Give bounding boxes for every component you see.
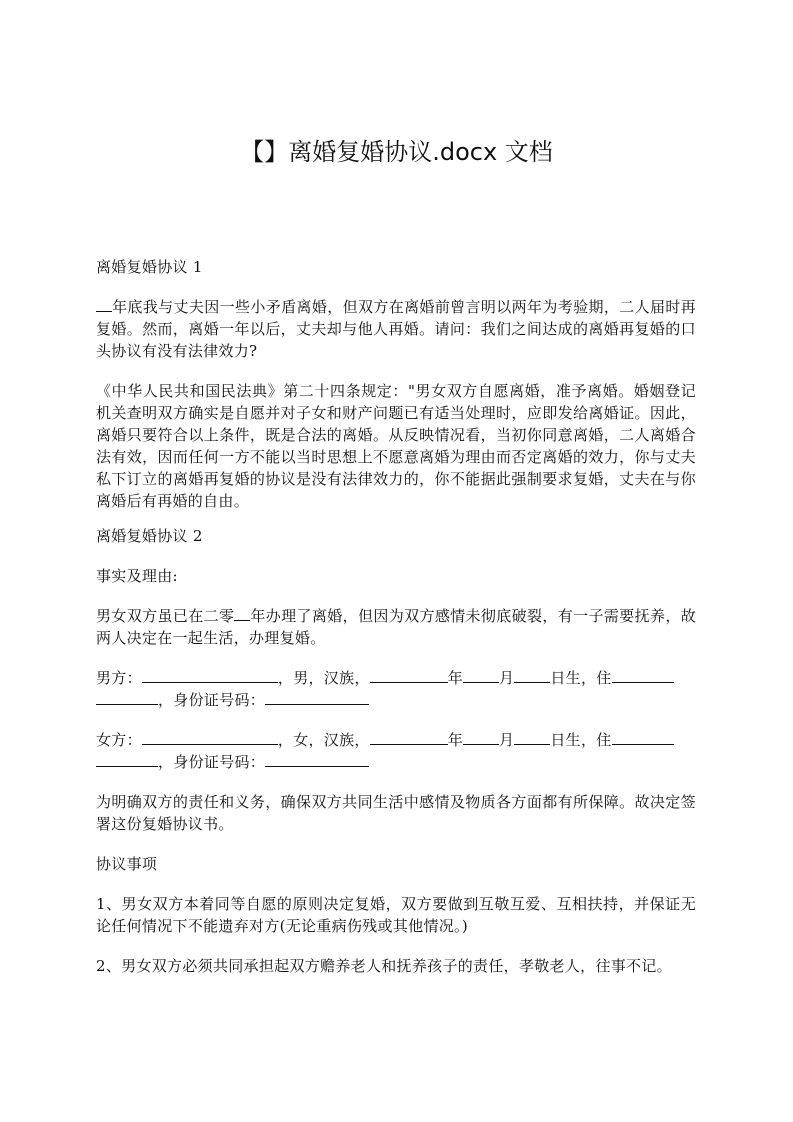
section2-heading: 离婚复婚协议 2 xyxy=(96,527,203,545)
female-gender-text: ，女，汉族， xyxy=(277,731,370,749)
purpose-paragraph: 为明确双方的责任和义务，确保双方共同生活中感情及物质各方面都有所保障。故决定签署这份复婚协议书。 xyxy=(96,793,696,833)
female-address-blank-cont xyxy=(96,751,158,767)
male-month-label: 月 xyxy=(499,669,515,687)
female-id-blank xyxy=(265,751,369,767)
male-label: 男方： xyxy=(96,669,142,687)
female-day-label: 日生，住 xyxy=(550,731,612,749)
male-address-blank xyxy=(612,667,674,683)
female-birth-month-blank xyxy=(463,729,499,745)
term-2: 2、男女双方必须共同承担起双方赡养老人和抚养孩子的责任，孝敬老人，往事不记。 xyxy=(96,957,672,975)
term-1: 1、男女双方本着同等自愿的原则决定复婚，双方要做到互敬互爱、互相扶持，并保证无论任何情况下不能遗弃对方(无论重病伤残或其他情况。) xyxy=(96,895,696,935)
divorce-year-blank xyxy=(234,605,250,621)
male-birth-month-blank xyxy=(463,667,499,683)
female-month-label: 月 xyxy=(499,731,515,749)
female-label: 女方： xyxy=(96,731,142,749)
section1-question xyxy=(96,296,696,362)
male-day-label: 日生，住 xyxy=(550,669,612,687)
document-body xyxy=(96,256,696,977)
male-birth-day-blank xyxy=(514,667,550,683)
male-year-label: 年 xyxy=(447,669,464,687)
facts-text-1: 男女双方虽已在二零 xyxy=(96,607,235,625)
male-address-blank-cont xyxy=(96,689,158,705)
section1-question-text: 年底我与丈夫因一些小矛盾离婚，但双方在离婚前曾言明以两年为考验期，二人届时再复婚。然而，离婚一年以后，丈夫却与他人再婚。请问：我们之间达成的离婚再复婚的口头协议有没有法律效力? xyxy=(96,298,696,360)
facts-paragraph xyxy=(96,605,696,649)
female-id-label: ，身份证号码： xyxy=(158,753,266,771)
male-id-label: ，身份证号码： xyxy=(158,691,266,709)
section1-answer: 《中华人民共和国民法典》第二十四条规定："男女双方自愿离婚，准予离婚。婚姻登记机关查明双方确实是自愿并对子女和财产问题已有适当处理时，应即发给离婚证。因此，离婚只要符合以上条件，既是合法的离婚。从反映情况看，当初你同意离婚，二人离婚合法有效，因而任何一方不能以当时思想上不愿意离婚为理由而否定离婚的效力，你与丈夫私下订立的离婚再复婚的协议是没有法律效力的，你不能据此强制要求复婚，丈夫在与你离婚后有再婚的自由。 xyxy=(96,382,696,510)
facts-text-2: 年办理了离婚，但因为双方感情未彻底破裂，有一子需要抚养，故两人决定在一起生活，办理复婚。 xyxy=(96,607,697,647)
female-year-label: 年 xyxy=(447,731,464,749)
female-party-line xyxy=(96,729,696,773)
document-title: 【】离婚复婚协议.docx 文档 xyxy=(240,138,553,166)
male-birth-year-blank xyxy=(370,667,448,683)
male-party-line xyxy=(96,667,696,711)
female-address-blank xyxy=(612,729,674,745)
female-birth-day-blank xyxy=(514,729,550,745)
male-name-blank xyxy=(142,667,278,683)
facts-heading: 事实及理由: xyxy=(96,567,178,585)
terms-heading: 协议事项 xyxy=(96,855,158,873)
year-blank xyxy=(96,296,112,312)
section1-heading: 离婚复婚协议 1 xyxy=(96,258,203,276)
male-id-blank xyxy=(265,689,369,705)
female-name-blank xyxy=(142,729,278,745)
female-birth-year-blank xyxy=(370,729,448,745)
male-gender-text: ，男，汉族， xyxy=(277,669,370,687)
